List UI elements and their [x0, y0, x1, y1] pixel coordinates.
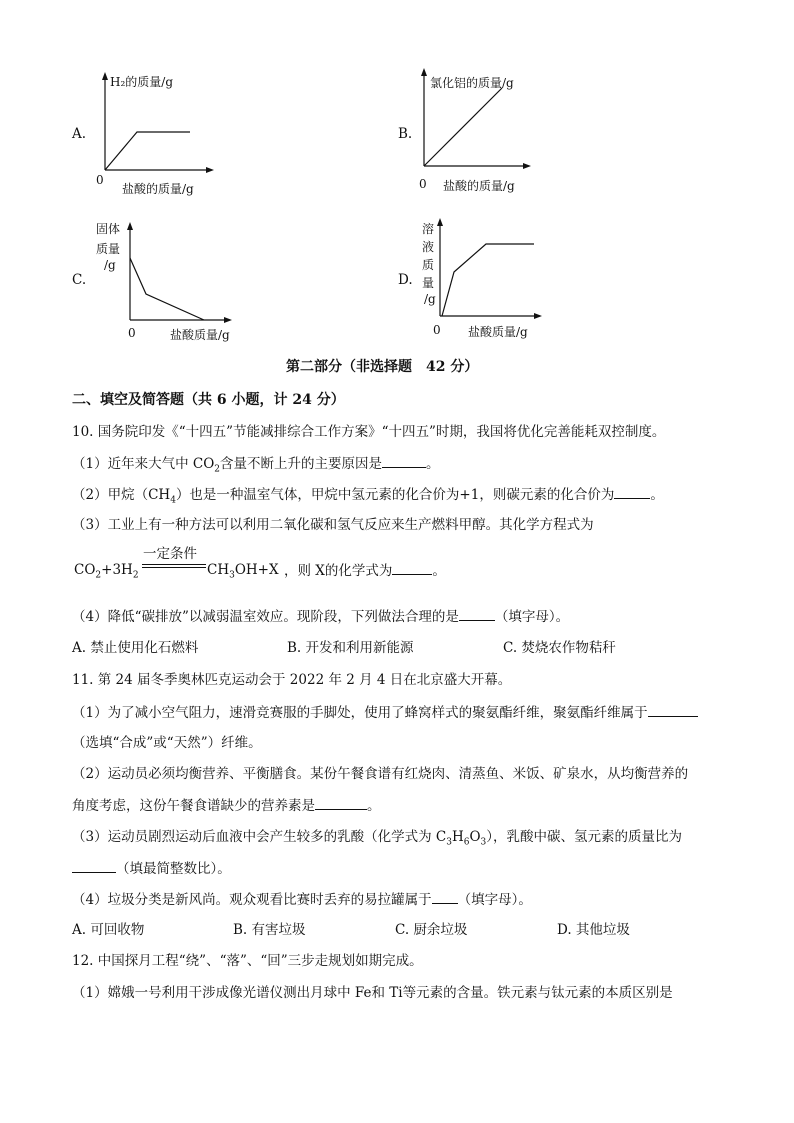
- graph-d-curve: [442, 244, 534, 316]
- graph-c-origin: 0: [128, 326, 136, 340]
- q10-option-a: A. 禁止使用化石燃料: [72, 640, 199, 656]
- option-label-d: D.: [398, 272, 413, 288]
- graph-a-origin: 0: [96, 173, 104, 187]
- q10-part1: （1）近年来大气中 $CO_2$含量不断上升的主要原因是 。: [72, 456, 440, 475]
- q11-part1-answer-blank[interactable]: [648, 704, 698, 717]
- q11-part3-cont: （填最简整数比）。: [72, 860, 231, 877]
- graph-d-ylabel-4: 量: [422, 276, 435, 290]
- q11-part2: （2）运动员必须均衡营养、平衡膳食。某份午餐食谱有红烧肉、清蒸鱼、米饭、矿泉水，从均衡营养的: [72, 766, 689, 782]
- q10-part4-answer-blank[interactable]: [459, 608, 495, 621]
- q11-option-b: B. 有害垃圾: [233, 922, 306, 938]
- q10-stem: 10. 国务院印发《“十四五”节能减排综合工作方案》“十四五”时期，我国将优化完善能耗双控制度。: [72, 424, 666, 440]
- q11-stem: 11. 第 24 届冬季奥林匹克运动会于 2022 年 2 月 4 日在北京盛大开幕。: [72, 672, 512, 688]
- q11-option-d: D. 其他垃圾: [557, 922, 630, 938]
- graph-b-xlabel: 盐酸的质量/g: [443, 179, 515, 193]
- graph-d-ylabel-2: 液: [422, 240, 435, 254]
- graph-d-origin: 0: [433, 323, 441, 337]
- option-label-b: B.: [398, 126, 413, 142]
- graph-b-origin: 0: [419, 177, 427, 191]
- graph-d-ylabel-3: 质: [422, 258, 435, 272]
- graph-c-ylabel-3: /g: [104, 258, 116, 272]
- q11-part1: （1）为了减小空气阻力，速滑竞赛服的手脚处，使用了蜂窝样式的聚氨酯纤维，聚氨酯纤维属于: [72, 704, 698, 721]
- eq-tail: ，则 X的化学式为 。: [284, 563, 446, 579]
- q11-part3-answer-blank[interactable]: [72, 860, 116, 873]
- q11-part2-answer-blank[interactable]: [315, 797, 367, 810]
- q11-option-a: A. 可回收物: [72, 922, 145, 938]
- q11-part4: （4）垃圾分类是新风尚。观众观看比赛时丢弃的易拉罐属于 （填字母）。: [72, 892, 532, 908]
- section2-title: 二、填空及简答题（共 6 小题，计 24 分）: [72, 392, 345, 408]
- graph-d-axes: [430, 216, 545, 322]
- q11-part4-answer-blank[interactable]: [432, 891, 458, 904]
- option-label-c: C.: [72, 272, 87, 288]
- graph-a-curve: [105, 132, 190, 170]
- q11-part3: （3）运动员剧烈运动后血液中会产生较多的乳酸（化学式为 $C_3H_6O_3$），乳酸中碳、氢元素的质量比为: [72, 829, 683, 848]
- q10-part2: （2）甲烷$(CH_4)$也是一种温室气体，甲烷中氢元素的化合价为+1，则碳元素的化合价为 。: [72, 487, 664, 506]
- graph-c-xlabel: 盐酸质量/g: [170, 328, 230, 342]
- eq-condition: 一定条件: [143, 546, 197, 562]
- graph-c-ylabel-1: 固体: [96, 222, 121, 236]
- graph-b-curve: [424, 88, 502, 166]
- graph-d-ylabel-5: /g: [424, 292, 436, 306]
- eq-right: $CH_3OH+X$: [207, 562, 279, 581]
- q10-part1-answer-blank[interactable]: [382, 455, 426, 468]
- q12-part1: （1）嫦娥一号利用干涉成像光谱仪测出月球中 Fe和 Ti等元素的含量。铁元素与钛元素的本质区别是: [72, 985, 673, 1001]
- q10-part2-answer-blank[interactable]: [614, 486, 650, 499]
- q10-part4: （4）降低“碳排放”以减弱温室效应。现阶段，下列做法合理的是 （填字母）。: [72, 609, 570, 625]
- graph-a-xlabel: 盐酸的质量/g: [122, 182, 194, 196]
- q11-part1-cont: （选填“合成”或“天然”）纤维。: [72, 735, 262, 751]
- q12-stem: 12. 中国探月工程“绕”、“落”、“回”三步走规划如期完成。: [72, 953, 423, 969]
- graph-d-xlabel: 盐酸质量/g: [468, 325, 528, 339]
- q11-part2-cont: 角度考虑，这份午餐食谱缺少的营养素是 。: [72, 798, 381, 814]
- eq-left: $CO_2+3H_2$: [74, 562, 139, 581]
- q10-part3-answer-blank[interactable]: [392, 562, 432, 575]
- q11-option-c: C. 厨余垃圾: [395, 922, 468, 938]
- graph-a-ylabel: H₂的质量/g: [110, 75, 174, 89]
- graph-b-ylabel: 氯化铝的质量/g: [430, 76, 514, 90]
- q10-option-b: B. 开发和利用新能源: [287, 640, 414, 656]
- graph-c-curve: [130, 258, 204, 320]
- graph-d-ylabel-1: 溶: [422, 222, 435, 236]
- graph-c-axes: [120, 220, 235, 326]
- part2-title: 第二部分（非选择题 42 分）: [286, 359, 479, 375]
- q10-option-c: C. 焚烧农作物秸秆: [503, 640, 616, 656]
- graph-c-ylabel-2: 质量: [96, 242, 121, 256]
- option-label-a: A.: [72, 126, 87, 142]
- q10-part3: （3）工业上有一种方法可以利用二氧化碳和氢气反应来生产燃料甲醇。其化学方程式为: [72, 517, 594, 533]
